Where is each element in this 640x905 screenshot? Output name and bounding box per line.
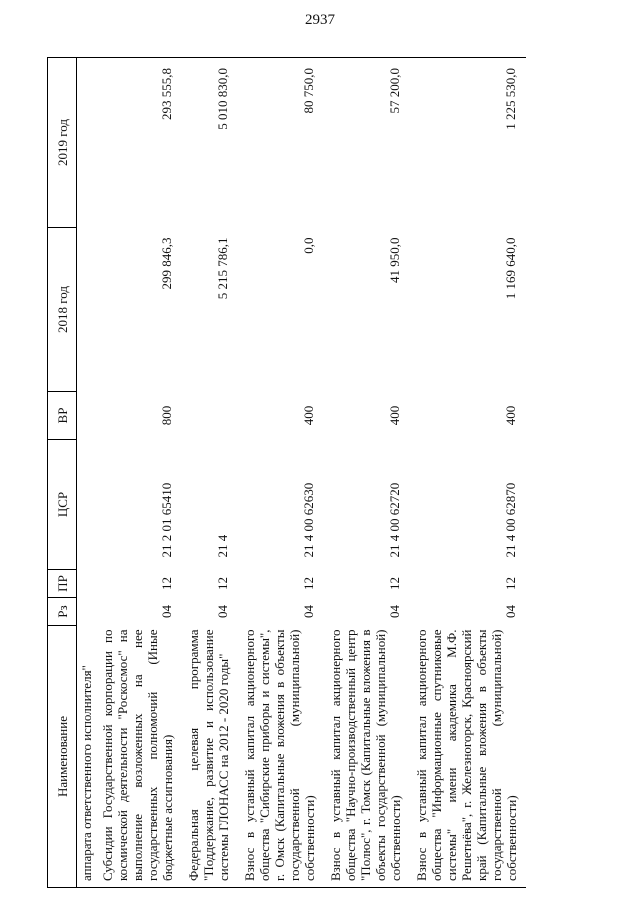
row-2019: 293 555,8 [96,58,182,228]
row-name: Субсидии Государственной корпорации по космической деятельности "Роскосмос" на выполнение возложенных на нее государственных полномочий (Иные бюджетные ассигнования) [96,626,182,888]
row-rz: 04 [215,605,230,618]
row-2018: 299 846,3 [159,237,174,290]
page-number: 2937 [305,12,335,28]
row-name: Взнос в уставный капитал акционерного общества "Научно-производственный центр "Полюс", г. Томск (Капитальные вложения в объекты государственной (муниципальной) собственности) [324,626,410,888]
row-2018: 0,0 [301,237,316,254]
row-pr [77,570,97,598]
row-csr: 21 4 [215,534,230,558]
row-name: Взнос в уставный капитал акционерного общества "Сибирские приборы и системы", г. Омск (Капитальные вложения в объекты государственной (муниципальной) собственности) [238,626,324,888]
row-vr: 400 [387,405,402,426]
budget-table [47,57,526,888]
row-rz: 04 [301,605,316,618]
table-row [77,58,97,888]
header-pr: ПР [48,570,77,598]
header-2018: 2018 год [48,228,77,392]
row-pr: 12 [215,577,230,590]
row-2018: 41 950,0 [387,237,402,283]
row-2018 [77,228,97,392]
row-2018: 1 169 640,0 [503,237,518,300]
row-csr: 21 2 01 65410 [159,482,174,558]
header-vr: ВР [48,392,77,440]
row-2019: 5 010 830,0 [182,58,238,228]
row-2018: 5 215 786,1 [215,237,230,300]
row-rz: 04 [503,605,518,618]
header-rz: Рз [48,598,77,626]
row-vr: 800 [159,405,174,426]
header-2019: 2019 год [48,58,77,228]
table-header-row [48,58,77,888]
row-csr: 21 4 00 62720 [387,482,402,558]
header-name: Наименование [48,626,77,888]
row-rz: 04 [159,605,174,618]
row-rz: 04 [387,605,402,618]
row-pr: 12 [503,577,518,590]
row-pr: 12 [387,577,402,590]
row-name: Федеральная целевая программа "Поддержание, развитие и использование системы ГЛОНАСС на 2012 - 2020 годы" [182,626,238,888]
row-2019: 80 750,0 [238,58,324,228]
row-rz [77,598,97,626]
row-2019 [77,58,97,228]
row-2019: 1 225 530,0 [410,58,526,228]
row-vr [77,392,97,440]
row-vr [182,392,238,440]
table-row [238,58,324,888]
row-pr: 12 [159,577,174,590]
row-vr: 400 [503,405,518,426]
row-name: Взнос в уставный капитал акционерного общества "Информационные спутниковые системы" имени академика М.Ф. Решетнёва", г. Железногорск, Красноярский край (Капитальные вложения в объекты государственной (муниципальной) собственности) [410,626,526,888]
row-csr [77,440,97,570]
row-2019: 57 200,0 [324,58,410,228]
table-row [96,58,182,888]
table-row [410,58,526,888]
table-row [324,58,410,888]
row-name: аппарата ответственного исполнителя" [77,626,97,888]
table-row [182,58,238,888]
row-pr: 12 [301,577,316,590]
header-csr: ЦСР [48,440,77,570]
rotated-budget-table [47,58,577,888]
row-vr: 400 [301,405,316,426]
row-csr: 21 4 00 62870 [503,482,518,558]
row-csr: 21 4 00 62630 [301,482,316,558]
